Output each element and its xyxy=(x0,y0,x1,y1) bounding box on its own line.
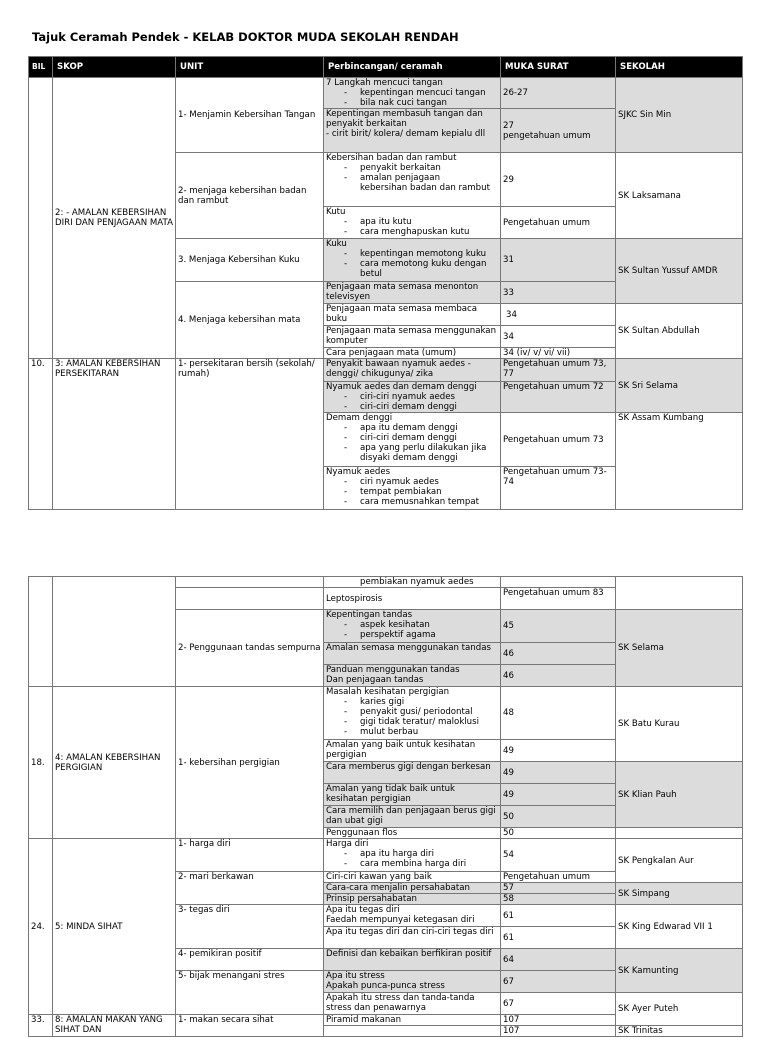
school-cell: SJKC Sin Min xyxy=(616,78,743,153)
page-cell: 61 xyxy=(501,905,616,927)
school-cell: SK King Edwarad VII 1 xyxy=(616,905,743,949)
unit-cell: 4- pemikiran positif xyxy=(176,949,324,971)
topic-text: Nyamuk aedes xyxy=(326,467,391,477)
page-cell xyxy=(501,109,616,153)
unit-cell: 1- kebersihan pergigian xyxy=(176,687,324,839)
topic-cell xyxy=(324,153,501,207)
page-cell: 26-27 xyxy=(501,78,616,109)
topic-cell xyxy=(324,665,501,687)
topic-sub: - ciri-ciri demam denggi xyxy=(326,433,498,443)
topic-text: Nyamuk aedes dan demam denggi xyxy=(326,382,477,392)
skop-cell xyxy=(53,78,176,359)
table-row xyxy=(29,839,743,872)
topic-cell xyxy=(324,1026,501,1037)
bil-cell: 24. xyxy=(29,839,53,1015)
header-bil: BIL xyxy=(29,57,53,78)
header-row xyxy=(29,57,743,78)
page-cell: 49 xyxy=(501,740,616,762)
school-cell: SK Klian Pauh xyxy=(616,762,743,828)
header-unit: UNIT xyxy=(176,57,324,78)
topic-sub: - ciri nyamuk aedes xyxy=(326,477,498,487)
topic-sub: betul xyxy=(360,269,382,279)
header-muka-surat: MUKA SURAT xyxy=(501,57,616,78)
page-cell: Pengetahuan umum xyxy=(501,872,616,883)
topics-table-1 xyxy=(28,56,743,510)
topic-cell: Amalan yang tidak baik untuk kesihatan pergigian xyxy=(324,784,501,806)
school-cell: SK Pengkalan Aur xyxy=(616,839,743,883)
topic-cell: Apakah itu stress dan tanda-tanda stress dan penawarnya xyxy=(324,993,501,1015)
unit-cell xyxy=(176,577,324,588)
topic-cell: Penjagaan mata semasa menonton televisyen xyxy=(324,282,501,304)
topic-sub: - apa itu harga diri xyxy=(326,849,498,859)
unit-text: 2- menjaga kebersihan badan dan rambut xyxy=(178,185,307,206)
topic-cell xyxy=(324,413,501,467)
topic-cell xyxy=(324,577,501,588)
unit-cell: 2- mari berkawan xyxy=(176,872,324,905)
topic-cell: Ciri-ciri kawan yang baik xyxy=(324,872,501,883)
unit-text: 4. Menjaga kebersihan mata xyxy=(178,315,301,325)
topic-sub: - ciri-ciri demam denggi xyxy=(326,402,498,412)
page-cell: 34 (iv/ v/ vi/ vii) xyxy=(501,348,616,359)
page-cell xyxy=(501,304,616,326)
topic-sub: - tempat pembiakan xyxy=(326,487,498,497)
page-text: 34 xyxy=(506,309,517,320)
unit-cell xyxy=(176,588,324,610)
table-row xyxy=(29,687,743,740)
unit-cell xyxy=(176,78,324,153)
unit-cell xyxy=(176,239,324,282)
unit-cell: 1- makan secara sihat xyxy=(176,1015,324,1037)
page-cell: 46 xyxy=(501,665,616,687)
topic-sub: - aspek kesihatan xyxy=(326,620,498,630)
topic-sub: disyaki demam denggi xyxy=(360,453,458,463)
topic-text: 7 Langkah mencuci tangan xyxy=(326,78,443,88)
page-cell: 31 xyxy=(501,239,616,282)
topic-sub: - apa itu demam denggi xyxy=(326,423,498,433)
page-cell: 54 xyxy=(501,839,616,872)
topic-text: Kepentingan membasuh tangan dan penyakit berkaitan xyxy=(326,109,483,129)
topic-sub: kebersihan badan dan rambut xyxy=(360,183,490,193)
page-cell xyxy=(501,577,616,588)
page-cell: 48 xyxy=(501,687,616,740)
topic-text: Harga diri xyxy=(326,839,369,849)
topic-cell xyxy=(324,467,501,510)
topic-sub: - cara memusnahkan tempat xyxy=(326,497,498,507)
page-cell: Pengetahuan umum 83 xyxy=(501,588,616,610)
topic-sub: - bila nak cuci tangan xyxy=(326,98,498,108)
skop-cell xyxy=(53,577,176,687)
topic-cell: Definisi dan kebaikan berfikiran positif xyxy=(324,949,501,971)
bil-cell xyxy=(29,78,53,359)
topic-cell xyxy=(324,610,501,643)
topic-cell: Penggunaan flos xyxy=(324,828,501,839)
page-cell: Pengetahuan umum xyxy=(501,207,616,239)
topic-text: Apa itu tegas diri xyxy=(326,905,400,915)
bil-cell: 33. xyxy=(29,1015,53,1037)
topic-sub: - ciri-ciri nyamuk aedes xyxy=(326,392,498,402)
bil-cell xyxy=(29,577,53,687)
school-cell xyxy=(616,577,743,610)
topics-table-2 xyxy=(28,576,743,1037)
topic-text: Kepentingan tandas xyxy=(326,610,413,620)
skop-cell: 3: AMALAN KEBERSIHAN PERSEKITARAN xyxy=(53,359,176,510)
topic-sub: - cara menghapuskan kutu xyxy=(326,227,498,237)
page-cell: 57 xyxy=(501,883,616,894)
page-cell: 67 xyxy=(501,993,616,1015)
page-cell: 58 xyxy=(501,894,616,905)
topic-cell: Cara memberus gigi dengan berkesan xyxy=(324,762,501,784)
page-text: 27 xyxy=(503,120,514,131)
bil-cell: 10. xyxy=(29,359,53,510)
page-cell: 50 xyxy=(501,828,616,839)
topic-cell: Cara memilih dan penjagaan berus gigi dan ubat gigi xyxy=(324,806,501,828)
topic-sub: - penyakit berkaitan xyxy=(326,163,498,173)
page-cell: 61 xyxy=(501,927,616,949)
page-cell: 29 xyxy=(501,153,616,207)
topic-cell: Cara penjagaan mata (umum) xyxy=(324,348,501,359)
topic-cell: Apa itu tegas diri dan ciri-ciri tegas diri xyxy=(324,927,501,949)
unit-cell: 2- Penggunaan tandas sempurna xyxy=(176,610,324,687)
skop-cell: 5: MINDA SIHAT xyxy=(53,839,176,1015)
page-cell: 64 xyxy=(501,949,616,971)
topic-cell xyxy=(324,207,501,239)
school-cell xyxy=(616,828,743,839)
topic-sub: - penyakit gusi/ periodontal xyxy=(326,707,498,717)
school-cell: SK Sri Selama xyxy=(616,359,743,413)
school-cell: SK Batu Kurau xyxy=(616,687,743,762)
topic-text: Apakah punca-punca stress xyxy=(326,981,445,991)
topic-sub: - apa itu kutu xyxy=(326,217,498,227)
topic-cell: Piramid makanan xyxy=(324,1015,501,1026)
topic-text: Masalah kesihatan pergigian xyxy=(326,687,450,697)
header-perbincangan: Perbincangan/ ceramah xyxy=(324,57,501,78)
topic-cell xyxy=(324,78,501,109)
skop-cell: 4: AMALAN KEBERSIHAN PERGIGIAN xyxy=(53,687,176,839)
page-cell: 107 xyxy=(501,1026,616,1037)
topic-cell xyxy=(324,109,501,153)
topic-text: Panduan menggunakan tandas xyxy=(326,665,460,675)
bil-cell: 18. xyxy=(29,687,53,839)
school-cell: SK Simpang xyxy=(616,883,743,905)
topic-text: Kutu xyxy=(326,207,346,217)
page-cell: Pengetahuan umum 73, 77 xyxy=(501,359,616,382)
header-sekolah: SEKOLAH xyxy=(616,57,743,78)
table-row xyxy=(29,78,743,109)
page-cell: Pengetahuan umum 72 xyxy=(501,382,616,413)
page-cell: 49 xyxy=(501,762,616,784)
unit-cell: 5- bijak menangani stres xyxy=(176,971,324,1015)
page-cell: 49 xyxy=(501,784,616,806)
unit-cell: 1- persekitaran bersih (sekolah/ rumah) xyxy=(176,359,324,510)
table-row xyxy=(29,577,743,588)
skop-cell: 8: AMALAN MAKAN YANG SIHAT DAN xyxy=(53,1015,176,1037)
school-cell: SK Selama xyxy=(616,610,743,687)
topic-sub: - amalan penjagaan xyxy=(326,173,498,183)
topic-sub: - cara memotong kuku dengan xyxy=(326,259,498,269)
topic-text: Kebersihan badan dan rambut xyxy=(326,153,457,163)
unit-cell xyxy=(176,153,324,239)
topic-cell: Prinsip persahabatan xyxy=(324,894,501,905)
topic-cell xyxy=(324,239,501,282)
topic-sub: - mulut berbau xyxy=(326,727,498,737)
unit-text: 3. Menjaga Kebersihan Kuku xyxy=(178,255,300,265)
topic-sub: - cara membina harga diri xyxy=(326,859,498,869)
school-cell: SK Laksamana xyxy=(616,153,743,239)
school-cell: SK Sultan Abdullah xyxy=(616,304,743,359)
page-cell: Pengetahuan umum 73 xyxy=(501,413,616,467)
document-title: Tajuk Ceramah Pendek - KELAB DOKTOR MUDA SEKOLAH RENDAH xyxy=(32,30,459,44)
page-cell: 67 xyxy=(501,971,616,993)
page-cell: 34 xyxy=(501,326,616,348)
topic-cell xyxy=(324,971,501,993)
skop-text: 2: - AMALAN KEBERSIHAN DIRI DAN PENJAGAAN MATA xyxy=(55,208,173,228)
topic-cell xyxy=(324,382,501,413)
unit-cell xyxy=(176,282,324,359)
topic-cell: Cara-cara menjalin persahabatan xyxy=(324,883,501,894)
topic-text: Dan penjagaan tandas xyxy=(326,675,424,685)
school-cell: SK Kamunting xyxy=(616,949,743,993)
unit-text: 1- Menjamin Kebersihan Tangan xyxy=(178,110,316,120)
unit-cell: 1- harga diri xyxy=(176,839,324,872)
school-cell: SK Sultan Yussuf AMDR xyxy=(616,239,743,304)
school-cell: SK Assam Kumbang xyxy=(616,413,743,510)
topic-text: Kuku xyxy=(326,239,347,249)
topic-sub: - perspektif agama xyxy=(326,630,498,640)
topic-cell: Penjagaan mata semasa menggunakan komputer xyxy=(324,326,501,348)
topic-sub: - kepentingan mencuci tangan xyxy=(326,88,498,98)
topic-cell: Penjagaan mata semasa membaca buku xyxy=(324,304,501,326)
topic-cell: Penyakit bawaan nyamuk aedes - denggi/ chikugunya/ zika xyxy=(324,359,501,382)
topic-sub: - apa yang perlu dilakukan jika xyxy=(326,443,498,453)
page-cell: 107 xyxy=(501,1015,616,1026)
topic-cell xyxy=(324,905,501,927)
topic-sub: - gigi tidak teratur/ maloklusi xyxy=(326,717,498,727)
topic-sub: - karies gigi xyxy=(326,697,498,707)
unit-cell: 3- tegas diri xyxy=(176,905,324,949)
topic-cell: Amalan yang baik untuk kesihatan pergigian xyxy=(324,740,501,762)
topic-text: Demam denggi xyxy=(326,413,393,423)
topic-cell xyxy=(324,687,501,740)
topic-text: Apa itu stress xyxy=(326,971,385,981)
page-text: pengetahuan umum xyxy=(503,130,591,141)
page-cell: Pengetahuan umum 73-74 xyxy=(501,467,616,510)
header-skop: SKOP xyxy=(53,57,176,78)
school-cell: SK Ayer Puteh xyxy=(616,993,743,1026)
school-cell: SK Trinitas xyxy=(616,1026,743,1037)
table-row xyxy=(29,359,743,382)
topic-sub: pembiakan nyamuk aedes xyxy=(360,577,474,587)
page-cell: 45 xyxy=(501,610,616,643)
topic-cell xyxy=(324,839,501,872)
page-cell: 33 xyxy=(501,282,616,304)
topic-text: - cirit birit/ kolera/ demam kepialu dll xyxy=(326,129,486,139)
page-cell: 50 xyxy=(501,806,616,828)
page-cell: 46 xyxy=(501,643,616,665)
topic-cell: Leptospirosis xyxy=(324,588,501,610)
topic-text: Faedah mempunyai ketegasan diri xyxy=(326,915,475,925)
topic-cell: Amalan semasa menggunakan tandas xyxy=(324,643,501,665)
topic-sub: - kepentingan memotong kuku xyxy=(326,249,498,259)
